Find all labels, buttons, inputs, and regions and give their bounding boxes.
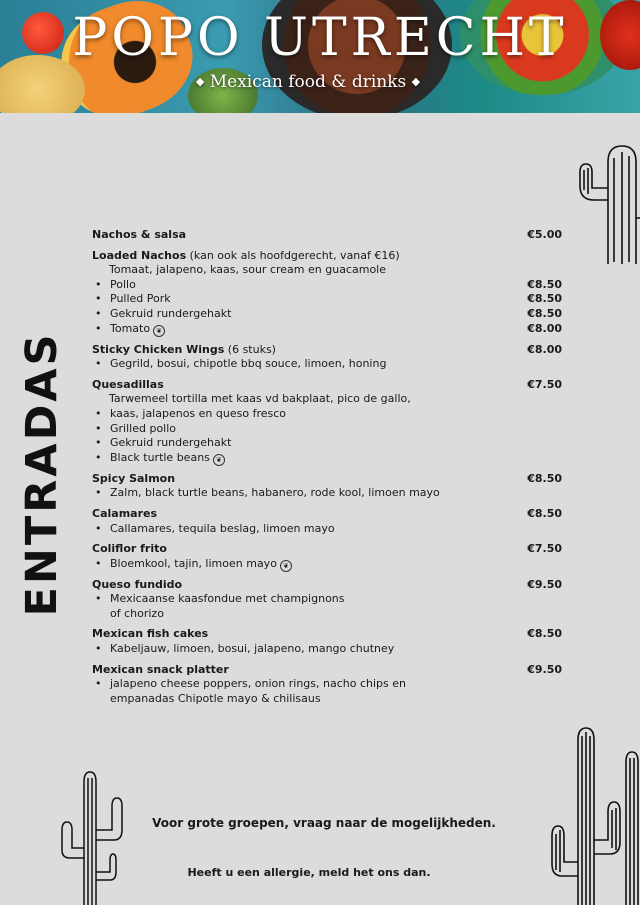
option-text: Pollo	[110, 277, 136, 291]
option-price: €8.00	[527, 321, 562, 335]
option-text: of chorizo	[110, 606, 164, 620]
allergy-note: Heeft u een allergie, meld het ons dan.	[187, 866, 431, 879]
leaf-icon: ❦	[213, 454, 225, 466]
menu-item-header	[92, 663, 562, 678]
option-text: Tarwemeel tortilla met kaas vd bakplaat, pico de gallo,	[109, 392, 411, 406]
menu-item	[92, 378, 562, 466]
option-text: Gegrild, bosui, chipotle bbq souce, limoen, honing	[110, 357, 387, 371]
option-text: Gekruid rundergehakt	[110, 436, 232, 450]
leaf-icon: ❦	[280, 560, 292, 572]
menu-item	[92, 228, 562, 243]
menu-item-option	[92, 422, 562, 437]
option-text: Callamares, tequila beslag, limoen mayo	[110, 521, 335, 535]
menu-item-option	[92, 692, 562, 707]
menu-item-price: €8.50	[527, 506, 562, 520]
menu-item-name: Coliflor frito	[92, 542, 167, 556]
menu-item-header	[92, 507, 562, 522]
option-text: Tomato	[110, 321, 151, 335]
menu-item-note: (kan ook als hoofdgerecht, vanaf €16)	[186, 248, 400, 262]
menu-item	[92, 249, 562, 337]
menu-item	[92, 507, 562, 536]
cactus-bottom-left-illustration	[56, 770, 130, 905]
menu-item-price: €7.50	[527, 542, 562, 556]
menu-item-option	[92, 278, 562, 293]
restaurant-subtitle	[0, 72, 616, 92]
menu-item-header	[92, 378, 562, 393]
menu-item-name: Mexican snack platter	[92, 662, 229, 676]
cactus-bottom-right-illustration	[544, 726, 640, 905]
diamond-right-icon: ◆	[411, 75, 421, 88]
menu-item-price: €8.50	[527, 471, 562, 485]
menu-item-header	[92, 578, 562, 593]
menu-item-note: (6 stuks)	[224, 342, 276, 356]
subtitle-text: Mexican food & drinks	[209, 72, 407, 92]
menu-item-header	[92, 343, 562, 358]
menu-item	[92, 343, 562, 372]
menu-item-price: €5.00	[527, 228, 562, 241]
option-text: Black turtle beans	[110, 450, 210, 464]
header-banner	[0, 0, 640, 113]
menu-item-option	[92, 307, 562, 322]
menu-item-price: €7.50	[527, 377, 562, 391]
option-price: €8.50	[527, 277, 562, 291]
menu-item-option	[92, 557, 562, 572]
option-text: Mexicaanse kaasfondue met champignons	[110, 592, 345, 606]
menu-item-name: Calamares	[92, 506, 158, 520]
option-text: Grilled pollo	[110, 421, 177, 435]
menu-item-option	[92, 322, 562, 337]
menu-item	[92, 663, 562, 707]
menu-item-option	[92, 451, 562, 466]
menu-item-option	[92, 607, 562, 622]
section-title: ENTRADAS	[17, 331, 67, 617]
option-text: Pulled Pork	[110, 292, 171, 306]
menu-item-name: Quesadillas	[92, 377, 164, 391]
menu-item-name: Nachos & salsa	[92, 228, 187, 241]
menu-item-name: Queso fundido	[92, 577, 183, 591]
menu-item-option	[92, 292, 562, 307]
menu-item-price: €9.50	[527, 662, 562, 676]
menu-item-name: Sticky Chicken Wings	[92, 342, 225, 356]
menu-item-header	[92, 472, 562, 487]
option-text: kaas, jalapenos en queso fresco	[110, 406, 286, 420]
menu-item-option	[92, 522, 562, 537]
menu-item	[92, 542, 562, 572]
option-text: Zalm, black turtle beans, habanero, rode kool, limoen mayo	[110, 486, 440, 500]
menu-item-option	[92, 407, 562, 422]
menu-item	[92, 627, 562, 656]
menu-item-description	[92, 392, 562, 407]
menu-item-name: Loaded Nachos	[92, 248, 187, 262]
menu-item-option	[92, 677, 562, 692]
diamond-left-icon: ◆	[195, 75, 205, 88]
option-text: jalapeno cheese poppers, onion rings, nacho chips en	[110, 677, 406, 691]
menu-list	[92, 228, 562, 712]
menu-item-description	[92, 263, 562, 278]
menu-item-header	[92, 249, 562, 264]
option-text: Gekruid rundergehakt	[110, 306, 232, 320]
menu-item-price: €8.00	[527, 342, 562, 356]
menu-item-name: Spicy Salmon	[92, 471, 176, 485]
menu-item-option	[92, 592, 562, 607]
menu-item	[92, 578, 562, 622]
menu-item-option	[92, 486, 562, 501]
groups-note: Voor grote groepen, vraag naar de mogelijkheden.	[152, 816, 496, 830]
option-price: €8.50	[527, 292, 562, 306]
option-text: empanadas Chipotle mayo & chilisaus	[110, 691, 321, 705]
option-price: €8.50	[527, 306, 562, 320]
menu-item-header	[92, 542, 562, 557]
menu-item-name: Mexican fish cakes	[92, 627, 209, 641]
restaurant-title: POPO UTRECHT	[72, 8, 568, 68]
menu-item-option	[92, 642, 562, 657]
menu-item-price: €9.50	[527, 577, 562, 591]
option-text: Tomaat, jalapeno, kaas, sour cream en guacamole	[109, 263, 386, 277]
option-text: Kabeljauw, limoen, bosui, jalapeno, mango chutney	[110, 642, 395, 656]
menu-item-header	[92, 228, 562, 243]
menu-item-option	[92, 357, 562, 372]
cactus-top-right-illustration	[572, 142, 640, 268]
leaf-icon: ❦	[153, 325, 165, 337]
menu-item-header	[92, 627, 562, 642]
option-text: Bloemkool, tajin, limoen mayo	[110, 556, 277, 570]
menu-item-option	[92, 436, 562, 451]
menu-item-price: €8.50	[527, 627, 562, 641]
menu-item	[92, 472, 562, 501]
